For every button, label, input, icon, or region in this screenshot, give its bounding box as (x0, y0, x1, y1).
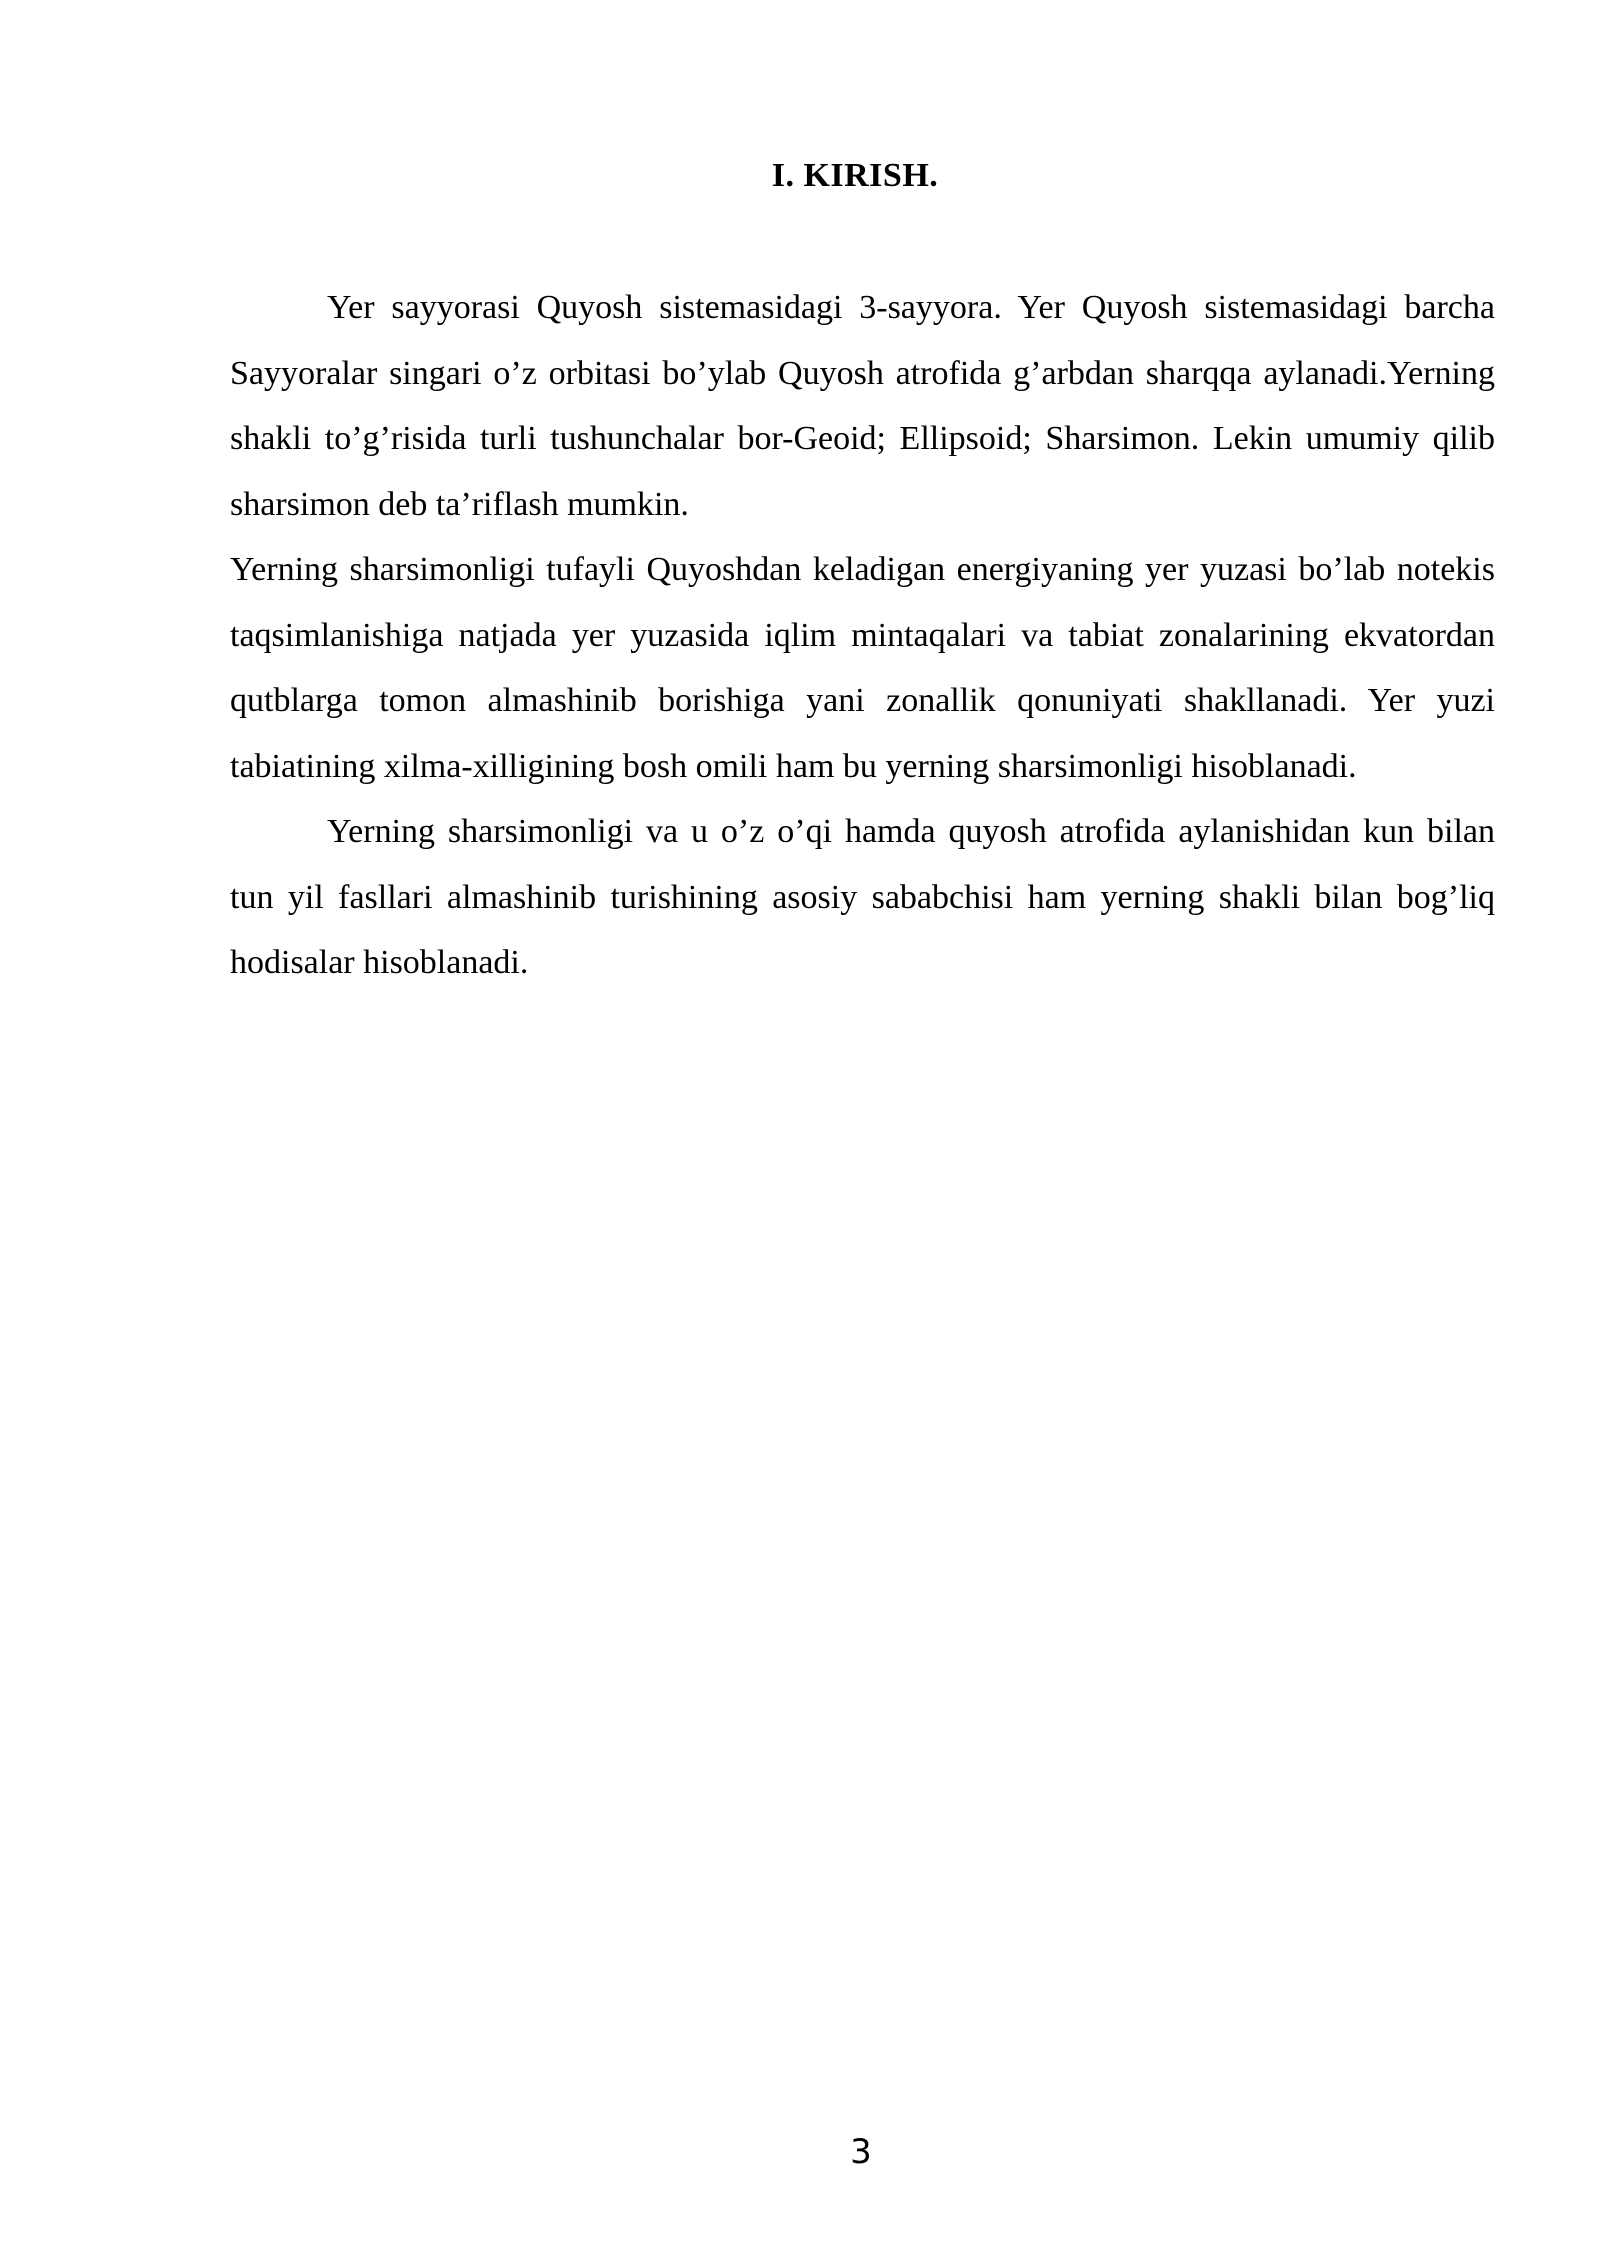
body-text (230, 275, 1495, 996)
paragraph-seasons: Yerning sharsimonligi va u o’z o’qi hamda quyosh atrofida aylanishidan kun bilan tun yil fasllari almashinib turishining asosiy sababchisi ham yerning shakli bilan bog’liq hodisalar hisoblanadi. (230, 813, 1495, 981)
paragraph-intro: Yer sayyorasi Quyosh sistemasidagi 3-sayyora. Yer Quyosh sistemasidagi barcha Sayyoralar singari o’z orbitasi bo’ylab Quyosh atrofida g’arbdan sharqqa aylanadi.Yerning shakli to’g’risida turli tushunchalar bor-Geoid; Ellipsoid; Sharsimon. Lekin umumiy qilib sharsimon deb ta’riflash mumkin. (230, 289, 1495, 523)
page-number: 3 (850, 2132, 872, 2172)
paragraph-sphericity: Yerning sharsimonligi tufayli Quyoshdan keladigan energiyaning yer yuzasi bo’lab notekis taqsimlanishiga natjada yer yuzasida iqlim mintaqalari va tabiat zonalarining ekvatordan qutblarga tomon almashinib borishiga yani zonallik qonuniyati shakllanadi. Yer yuzi tabiatining xilma-xilligining bosh omili ham bu yerning sharsimonligi hisoblanadi. (230, 551, 1495, 785)
section-heading: I. KIRISH. (771, 157, 939, 194)
